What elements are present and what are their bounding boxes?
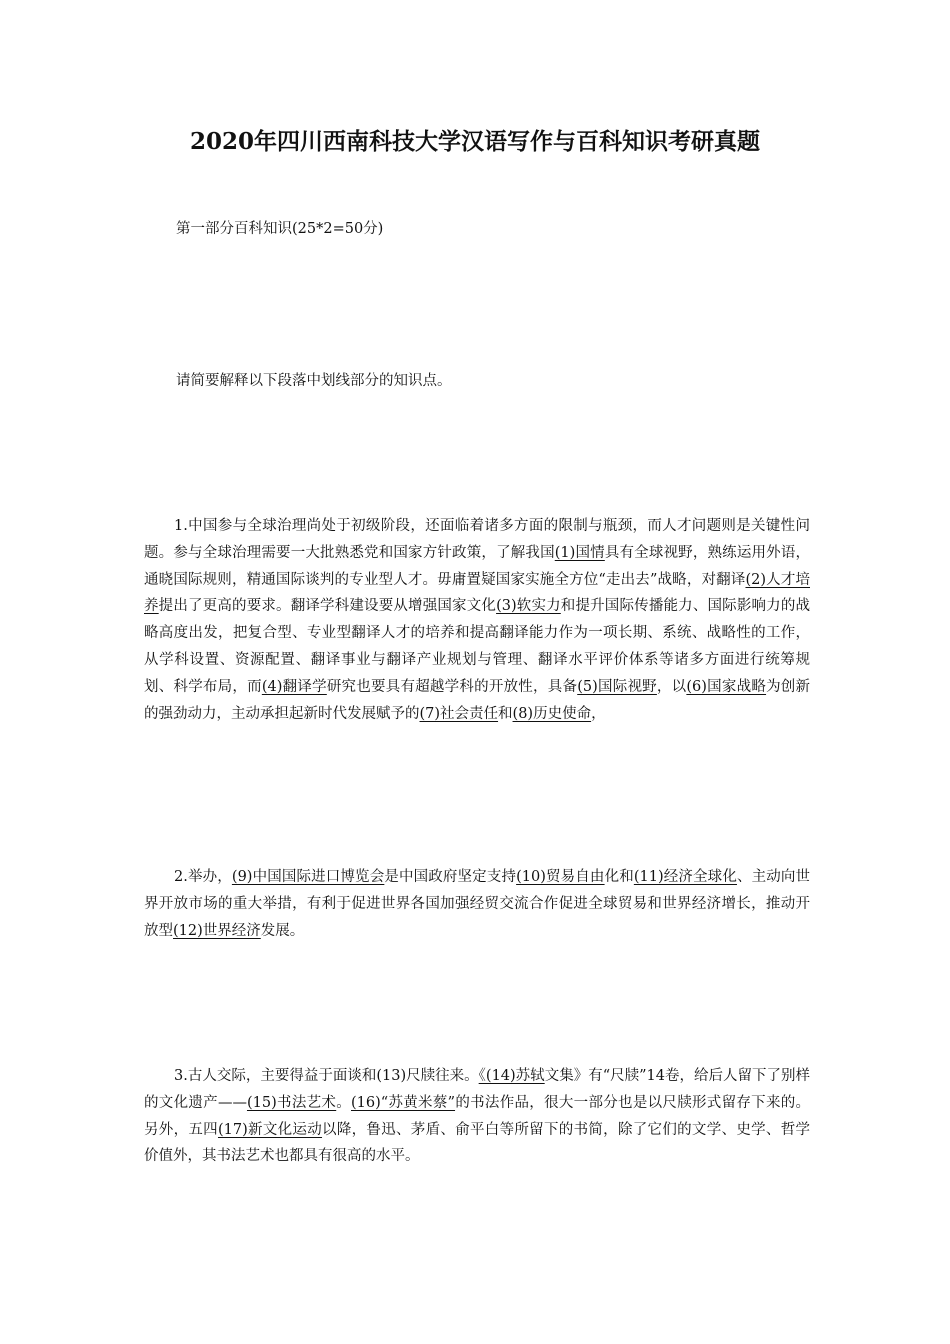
underlined-term: (11)经济全球化 xyxy=(633,869,737,885)
paragraph-text: 具有全球视野，熟练运用外语，通晓国际规则，精通国际谈判的专业型人才。毋庸置疑国家实施全方位“走出去”战略，对翻译 xyxy=(144,544,811,588)
page-title: 2020年四川西南科技大学汉语写作与百科知识考研真题 xyxy=(189,128,760,155)
paragraph-text: 为创新的强劲动力，主动承担起新时代发展赋予的 xyxy=(144,678,811,722)
paragraph-text: 研究也要具有超越学科的开放性，具备 xyxy=(326,678,578,695)
paragraph-text: 2.举办， xyxy=(174,869,232,885)
question-paragraph-1 xyxy=(144,513,810,727)
paragraph-text: 是中国政府坚定支持 xyxy=(384,869,517,885)
underlined-term: (8)历史使命 xyxy=(512,705,592,722)
paragraph-text: 以降，鲁迅、茅盾、俞平白等所留下的书简，除了它们的文学、史学、哲学价值外，其书法艺术也都具有很高的水平。 xyxy=(144,1121,811,1165)
paragraph-text: ，以 xyxy=(656,678,687,695)
paragraph-text: ， xyxy=(591,705,606,722)
section-heading: 第一部分百科知识(25*2=50分) xyxy=(176,221,384,237)
paragraph-text: 化和 xyxy=(604,869,634,885)
instruction-text: 请简要解释以下段落中划线部分的知识点。 xyxy=(176,373,452,389)
paragraph-text: 1.中国参与全球治理尚处于初级阶段，还面临着诸多方面的限制与瓶颈，而人才问题则是关键性问题。参与全球治理需要一大批熟悉党和国家方针政策，了解我国 xyxy=(144,518,810,561)
underlined-term: (9)中国国际进口博览会 xyxy=(231,869,385,885)
question-paragraph-3 xyxy=(144,1063,810,1170)
underlined-term: (1)国情 xyxy=(554,544,605,561)
paragraph-text: 和提升国际传播能力、国际影响力的战略高度出发，把复合型、专业型翻译人才的培养和提高翻译能力作为一项长期、系统、战略性的工作，从学科设置、资源配置、翻译事业与翻译产业规划与管理、翻译水平评价体系等诸多方面进行统筹规划、科学布局，而 xyxy=(144,598,811,695)
underlined-term: (3)软实力 xyxy=(496,598,561,615)
paragraph-text: 提出了更高的要求。翻译学科建设要从增强国家文化 xyxy=(158,598,497,615)
paragraph-text: 发展。 xyxy=(260,922,305,939)
underlined-term: (15)书法艺术 xyxy=(246,1094,337,1111)
paragraph-text: 文集》有“尺牍”14卷，给后人留下了别样的文化遗产—— xyxy=(144,1068,811,1111)
underlined-term: (4)翻译学 xyxy=(261,678,327,695)
paragraph-text: 3.古人交际，主要得益于面谈和(13)尺牍往来。 xyxy=(174,1068,479,1084)
paragraph-text: 、主动向世界开放市场的重大举措，有利于促进世界各国加强经贸交流合作促进全球贸易和世界经济增长，推动开放型 xyxy=(144,869,811,939)
paragraph-text: 和 xyxy=(498,705,513,722)
paragraph-text: 的书法作品，很大一部分也是以尺牍形式留存下来的。另外，五四 xyxy=(144,1094,811,1138)
underlined-term: 《(14)苏轼 xyxy=(478,1068,545,1084)
underlined-term: (2)人才培养 xyxy=(144,571,810,615)
underlined-term: (16)“苏黄米蔡” xyxy=(351,1094,456,1111)
question-paragraph-2 xyxy=(144,864,810,944)
underlined-term: (17)新文化运动 xyxy=(217,1121,323,1138)
underlined-term: (7)社会责任 xyxy=(419,705,499,722)
underlined-term: (12)世界经济 xyxy=(173,922,261,939)
paragraph-text: 。 xyxy=(336,1094,351,1111)
underlined-term: (10)贸易自由 xyxy=(516,869,605,885)
underlined-term: (6)国家战略 xyxy=(686,678,767,695)
underlined-term: (5)国际视野 xyxy=(577,678,657,695)
